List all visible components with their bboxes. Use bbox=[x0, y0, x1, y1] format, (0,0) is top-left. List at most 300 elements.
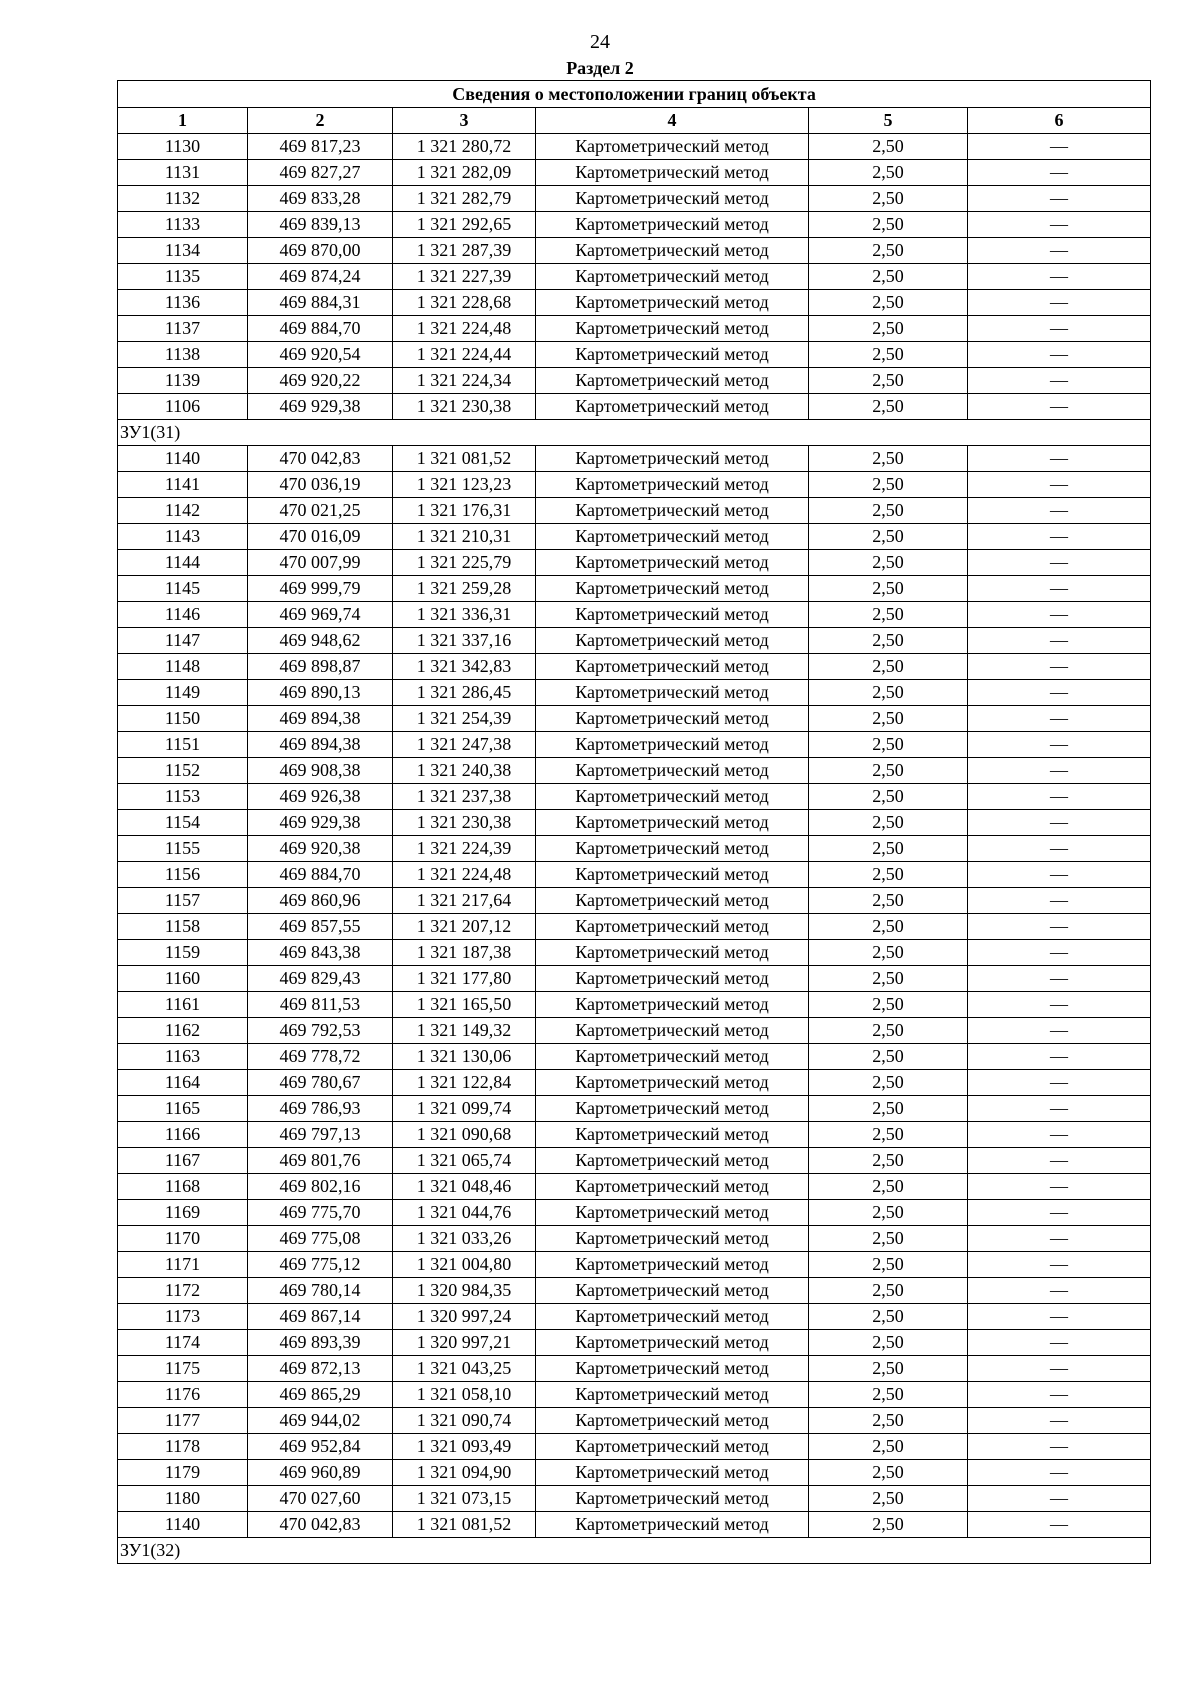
table-cell: Картометрический метод bbox=[536, 1018, 809, 1044]
table-cell: — bbox=[968, 836, 1151, 862]
table-cell: — bbox=[968, 914, 1151, 940]
table-cell: 2,50 bbox=[809, 784, 968, 810]
table-cell: 2,50 bbox=[809, 966, 968, 992]
table-cell: 469 926,38 bbox=[248, 784, 393, 810]
table-cell: 469 960,89 bbox=[248, 1460, 393, 1486]
table-cell: 1 321 225,79 bbox=[393, 550, 536, 576]
table-cell: 1 321 282,09 bbox=[393, 160, 536, 186]
table-cell: Картометрический метод bbox=[536, 628, 809, 654]
table-cell: 469 867,14 bbox=[248, 1304, 393, 1330]
table-cell: 2,50 bbox=[809, 680, 968, 706]
table-cell: Картометрический метод bbox=[536, 1252, 809, 1278]
table-cell: 1130 bbox=[118, 134, 248, 160]
section-title: Раздел 2 bbox=[566, 58, 634, 78]
table-cell: 2,50 bbox=[809, 628, 968, 654]
table-cell: 2,50 bbox=[809, 1096, 968, 1122]
table-cell: Картометрический метод bbox=[536, 1044, 809, 1070]
table-cell: 1 321 149,32 bbox=[393, 1018, 536, 1044]
table-cell: 1 321 081,52 bbox=[393, 1512, 536, 1538]
table-row bbox=[118, 576, 1151, 602]
table-cell: 1153 bbox=[118, 784, 248, 810]
table-row bbox=[118, 316, 1151, 342]
table-cell: 2,50 bbox=[809, 1226, 968, 1252]
table-cell: 1 321 282,79 bbox=[393, 186, 536, 212]
table-row bbox=[118, 394, 1151, 420]
table-cell: 1172 bbox=[118, 1278, 248, 1304]
table-cell: 1 321 228,68 bbox=[393, 290, 536, 316]
table-cell: 1148 bbox=[118, 654, 248, 680]
table-cell: 1 321 033,26 bbox=[393, 1226, 536, 1252]
table-cell: 1 321 240,38 bbox=[393, 758, 536, 784]
table-cell: 469 894,38 bbox=[248, 732, 393, 758]
table-row bbox=[118, 966, 1151, 992]
table-row bbox=[118, 134, 1151, 160]
table-cell: 1161 bbox=[118, 992, 248, 1018]
boundary-table bbox=[117, 80, 1151, 1564]
table-cell: 1166 bbox=[118, 1122, 248, 1148]
table-row bbox=[118, 1018, 1151, 1044]
table-cell: — bbox=[968, 394, 1151, 420]
table-cell: Картометрический метод bbox=[536, 1096, 809, 1122]
table-cell: — bbox=[968, 1460, 1151, 1486]
table-cell: 1 321 224,34 bbox=[393, 368, 536, 394]
table-cell: Картометрический метод bbox=[536, 836, 809, 862]
table-cell: 469 797,13 bbox=[248, 1122, 393, 1148]
column-header-row bbox=[118, 108, 1151, 134]
table-cell: 1140 bbox=[118, 1512, 248, 1538]
table-cell: — bbox=[968, 446, 1151, 472]
table-row bbox=[118, 1148, 1151, 1174]
table-cell: — bbox=[968, 732, 1151, 758]
table-cell: 1 321 122,84 bbox=[393, 1070, 536, 1096]
table-cell: 469 811,53 bbox=[248, 992, 393, 1018]
table-cell: Картометрический метод bbox=[536, 1070, 809, 1096]
table-cell: 469 870,00 bbox=[248, 238, 393, 264]
table-cell: 1 321 217,64 bbox=[393, 888, 536, 914]
table-cell: 1170 bbox=[118, 1226, 248, 1252]
table-cell: Картометрический метод bbox=[536, 758, 809, 784]
table-row bbox=[118, 1226, 1151, 1252]
table-row bbox=[118, 680, 1151, 706]
table-cell: 1 321 090,68 bbox=[393, 1122, 536, 1148]
table-cell: 469 829,43 bbox=[248, 966, 393, 992]
table-cell: 469 920,38 bbox=[248, 836, 393, 862]
table-cell: 1152 bbox=[118, 758, 248, 784]
table-cell: 1 321 230,38 bbox=[393, 810, 536, 836]
table-row bbox=[118, 1096, 1151, 1122]
table-cell: 469 929,38 bbox=[248, 810, 393, 836]
table-cell: 469 890,13 bbox=[248, 680, 393, 706]
table-cell: 1 321 073,15 bbox=[393, 1486, 536, 1512]
column-header: 6 bbox=[968, 108, 1151, 134]
table-cell: 1 321 176,31 bbox=[393, 498, 536, 524]
table-cell: Картометрический метод bbox=[536, 1330, 809, 1356]
table-cell: Картометрический метод bbox=[536, 1278, 809, 1304]
table-row bbox=[118, 784, 1151, 810]
table-cell: 1 321 004,80 bbox=[393, 1252, 536, 1278]
table-cell: — bbox=[968, 1122, 1151, 1148]
table-cell: 2,50 bbox=[809, 1460, 968, 1486]
table-row bbox=[118, 1122, 1151, 1148]
table-row bbox=[118, 706, 1151, 732]
table-cell: Картометрический метод bbox=[536, 550, 809, 576]
table-cell: — bbox=[968, 966, 1151, 992]
table-cell: Картометрический метод bbox=[536, 706, 809, 732]
table-cell: 1 321 043,25 bbox=[393, 1356, 536, 1382]
table-cell: 1 321 254,39 bbox=[393, 706, 536, 732]
table-row bbox=[118, 1174, 1151, 1200]
table-cell: 2,50 bbox=[809, 836, 968, 862]
table-row bbox=[118, 810, 1151, 836]
table-cell: 1 321 048,46 bbox=[393, 1174, 536, 1200]
table-cell: 469 948,62 bbox=[248, 628, 393, 654]
table-cell: 469 893,39 bbox=[248, 1330, 393, 1356]
column-header: 1 bbox=[118, 108, 248, 134]
table-cell: — bbox=[968, 368, 1151, 394]
table-cell: — bbox=[968, 888, 1151, 914]
table-cell: — bbox=[968, 1070, 1151, 1096]
table-cell: 1 321 287,39 bbox=[393, 238, 536, 264]
table-cell: 1180 bbox=[118, 1486, 248, 1512]
table-row bbox=[118, 368, 1151, 394]
table-row bbox=[118, 1460, 1151, 1486]
table-cell: Картометрический метод bbox=[536, 134, 809, 160]
table-cell: 469 775,12 bbox=[248, 1252, 393, 1278]
table-cell: 1 321 058,10 bbox=[393, 1382, 536, 1408]
table-cell: 2,50 bbox=[809, 1330, 968, 1356]
table-cell: 469 872,13 bbox=[248, 1356, 393, 1382]
table-cell: 1 320 984,35 bbox=[393, 1278, 536, 1304]
table-cell: 1142 bbox=[118, 498, 248, 524]
table-row bbox=[118, 732, 1151, 758]
table-cell: — bbox=[968, 1434, 1151, 1460]
table-cell: 2,50 bbox=[809, 316, 968, 342]
table-cell: 2,50 bbox=[809, 1408, 968, 1434]
table-cell: 2,50 bbox=[809, 758, 968, 784]
table-cell: — bbox=[968, 576, 1151, 602]
table-cell: 1143 bbox=[118, 524, 248, 550]
table-cell: 469 786,93 bbox=[248, 1096, 393, 1122]
table-cell: Картометрический метод bbox=[536, 1486, 809, 1512]
table-cell: — bbox=[968, 628, 1151, 654]
table-row bbox=[118, 1044, 1151, 1070]
table-cell: Картометрический метод bbox=[536, 888, 809, 914]
table-cell: 1169 bbox=[118, 1200, 248, 1226]
table-cell: 1 321 081,52 bbox=[393, 446, 536, 472]
table-cell: — bbox=[968, 992, 1151, 1018]
table-cell: — bbox=[968, 1252, 1151, 1278]
table-cell: 2,50 bbox=[809, 1356, 968, 1382]
table-cell: Картометрический метод bbox=[536, 1148, 809, 1174]
table-cell: Картометрический метод bbox=[536, 1304, 809, 1330]
table-cell: 1163 bbox=[118, 1044, 248, 1070]
table-cell: 1106 bbox=[118, 394, 248, 420]
table-cell: 1162 bbox=[118, 1018, 248, 1044]
table-cell: 1 321 286,45 bbox=[393, 680, 536, 706]
table-cell: Картометрический метод bbox=[536, 1356, 809, 1382]
table-cell: 2,50 bbox=[809, 1122, 968, 1148]
table-cell: Картометрический метод bbox=[536, 1174, 809, 1200]
table-cell: Картометрический метод bbox=[536, 472, 809, 498]
table-cell: 1147 bbox=[118, 628, 248, 654]
table-cell: 2,50 bbox=[809, 1512, 968, 1538]
table-cell: 1 321 187,38 bbox=[393, 940, 536, 966]
table-cell: 1150 bbox=[118, 706, 248, 732]
table-cell: Картометрический метод bbox=[536, 316, 809, 342]
table-cell: 1164 bbox=[118, 1070, 248, 1096]
table-cell: 469 833,28 bbox=[248, 186, 393, 212]
table-cell: Картометрический метод bbox=[536, 264, 809, 290]
table-cell: Картометрический метод bbox=[536, 914, 809, 940]
table-cell: 2,50 bbox=[809, 1486, 968, 1512]
table-cell: — bbox=[968, 940, 1151, 966]
table-cell: Картометрический метод bbox=[536, 1460, 809, 1486]
table-cell: — bbox=[968, 186, 1151, 212]
table-cell: 2,50 bbox=[809, 1382, 968, 1408]
table-cell: 1 321 336,31 bbox=[393, 602, 536, 628]
table-cell: 469 839,13 bbox=[248, 212, 393, 238]
table-cell: 1 321 093,49 bbox=[393, 1434, 536, 1460]
table-cell: — bbox=[968, 1304, 1151, 1330]
table-cell: 469 894,38 bbox=[248, 706, 393, 732]
table-cell: 1 321 177,80 bbox=[393, 966, 536, 992]
table-cell: — bbox=[968, 550, 1151, 576]
table-cell: 2,50 bbox=[809, 472, 968, 498]
table-cell: 2,50 bbox=[809, 1252, 968, 1278]
table-cell: — bbox=[968, 160, 1151, 186]
table-row bbox=[118, 160, 1151, 186]
table-cell: 2,50 bbox=[809, 576, 968, 602]
table-cell: 469 778,72 bbox=[248, 1044, 393, 1070]
table-cell: 1174 bbox=[118, 1330, 248, 1356]
table-cell: 2,50 bbox=[809, 1018, 968, 1044]
table-cell: 470 021,25 bbox=[248, 498, 393, 524]
table-row bbox=[118, 992, 1151, 1018]
table-cell: 1155 bbox=[118, 836, 248, 862]
table-row bbox=[118, 1356, 1151, 1382]
table-cell: 1 321 227,39 bbox=[393, 264, 536, 290]
table-row bbox=[118, 550, 1151, 576]
table-cell: 1 321 224,44 bbox=[393, 342, 536, 368]
table-cell: 1167 bbox=[118, 1148, 248, 1174]
table-row bbox=[118, 1486, 1151, 1512]
table-cell: 1136 bbox=[118, 290, 248, 316]
table-row bbox=[118, 524, 1151, 550]
table-cell: 1 321 094,90 bbox=[393, 1460, 536, 1486]
table-cell: Картометрический метод bbox=[536, 368, 809, 394]
table-cell: 2,50 bbox=[809, 550, 968, 576]
table-cell: 2,50 bbox=[809, 1434, 968, 1460]
table-cell: 2,50 bbox=[809, 992, 968, 1018]
table-cell: 469 884,70 bbox=[248, 862, 393, 888]
table-cell: 2,50 bbox=[809, 706, 968, 732]
table-row bbox=[118, 940, 1151, 966]
table-cell: 469 865,29 bbox=[248, 1382, 393, 1408]
table-cell: 1173 bbox=[118, 1304, 248, 1330]
table-cell: 1 321 207,12 bbox=[393, 914, 536, 940]
table-row bbox=[118, 654, 1151, 680]
table-cell: 1 321 337,16 bbox=[393, 628, 536, 654]
table-cell: 2,50 bbox=[809, 862, 968, 888]
table-cell: — bbox=[968, 1486, 1151, 1512]
table-cell: 2,50 bbox=[809, 732, 968, 758]
table-cell: 469 843,38 bbox=[248, 940, 393, 966]
group-label: ЗУ1(32) bbox=[118, 1538, 1151, 1564]
table-cell: 470 007,99 bbox=[248, 550, 393, 576]
table-row bbox=[118, 1070, 1151, 1096]
table-cell: 2,50 bbox=[809, 446, 968, 472]
group-row bbox=[118, 420, 1151, 446]
table-row bbox=[118, 342, 1151, 368]
table-cell: 2,50 bbox=[809, 160, 968, 186]
table-cell: 2,50 bbox=[809, 134, 968, 160]
table-cell: 1141 bbox=[118, 472, 248, 498]
table-cell: 1135 bbox=[118, 264, 248, 290]
table-cell: Картометрический метод bbox=[536, 1382, 809, 1408]
table-cell: 1158 bbox=[118, 914, 248, 940]
table-cell: — bbox=[968, 1200, 1151, 1226]
table-cell: — bbox=[968, 706, 1151, 732]
table-cell: Картометрический метод bbox=[536, 810, 809, 836]
table-cell: 469 792,53 bbox=[248, 1018, 393, 1044]
table-cell: 1 321 065,74 bbox=[393, 1148, 536, 1174]
table-cell: 1139 bbox=[118, 368, 248, 394]
table-cell: 1140 bbox=[118, 446, 248, 472]
table-cell: 2,50 bbox=[809, 524, 968, 550]
table-cell: — bbox=[968, 758, 1151, 784]
table-cell: 1 321 130,06 bbox=[393, 1044, 536, 1070]
table-cell: 1151 bbox=[118, 732, 248, 758]
table-cell: 2,50 bbox=[809, 1304, 968, 1330]
table-row bbox=[118, 498, 1151, 524]
table-row bbox=[118, 1278, 1151, 1304]
table-cell: 1 321 224,48 bbox=[393, 862, 536, 888]
table-row bbox=[118, 1200, 1151, 1226]
table-cell: 2,50 bbox=[809, 654, 968, 680]
table-cell: — bbox=[968, 290, 1151, 316]
table-cell: 469 999,79 bbox=[248, 576, 393, 602]
table-cell: 1168 bbox=[118, 1174, 248, 1200]
table-cell: Картометрический метод bbox=[536, 654, 809, 680]
group-label: ЗУ1(31) bbox=[118, 420, 1151, 446]
table-cell: 469 944,02 bbox=[248, 1408, 393, 1434]
table-row bbox=[118, 914, 1151, 940]
table-cell: 2,50 bbox=[809, 1148, 968, 1174]
table-cell: Картометрический метод bbox=[536, 602, 809, 628]
table-cell: 470 042,83 bbox=[248, 446, 393, 472]
table-cell: 1 320 997,24 bbox=[393, 1304, 536, 1330]
table-cell: 469 775,08 bbox=[248, 1226, 393, 1252]
table-cell: 470 016,09 bbox=[248, 524, 393, 550]
table-cell: 470 042,83 bbox=[248, 1512, 393, 1538]
table-cell: 2,50 bbox=[809, 602, 968, 628]
table-cell: Картометрический метод bbox=[536, 732, 809, 758]
table-cell: — bbox=[968, 472, 1151, 498]
page-number: 24 bbox=[590, 31, 610, 53]
table-cell: Картометрический метод bbox=[536, 1226, 809, 1252]
table-cell: 2,50 bbox=[809, 1278, 968, 1304]
table-cell: 1146 bbox=[118, 602, 248, 628]
table-cell: 2,50 bbox=[809, 394, 968, 420]
table-cell: 1138 bbox=[118, 342, 248, 368]
table-cell: — bbox=[968, 342, 1151, 368]
table-row bbox=[118, 264, 1151, 290]
table-cell: 1171 bbox=[118, 1252, 248, 1278]
table-cell: 469 952,84 bbox=[248, 1434, 393, 1460]
table-cell: 469 908,38 bbox=[248, 758, 393, 784]
table-cell: 1 321 090,74 bbox=[393, 1408, 536, 1434]
table-cell: — bbox=[968, 1278, 1151, 1304]
table-cell: Картометрический метод bbox=[536, 680, 809, 706]
table-cell: Картометрический метод bbox=[536, 1408, 809, 1434]
table-cell: — bbox=[968, 134, 1151, 160]
table-cell: Картометрический метод bbox=[536, 342, 809, 368]
group-row bbox=[118, 1538, 1151, 1564]
table-row bbox=[118, 602, 1151, 628]
table-cell: 470 027,60 bbox=[248, 1486, 393, 1512]
table-cell: 1 321 123,23 bbox=[393, 472, 536, 498]
table-cell: Картометрический метод bbox=[536, 576, 809, 602]
table-cell: 2,50 bbox=[809, 264, 968, 290]
table-cell: — bbox=[968, 1226, 1151, 1252]
table-cell: 469 801,76 bbox=[248, 1148, 393, 1174]
table-cell: — bbox=[968, 1174, 1151, 1200]
table-cell: Картометрический метод bbox=[536, 992, 809, 1018]
table-cell: Картометрический метод bbox=[536, 498, 809, 524]
table-cell: — bbox=[968, 316, 1151, 342]
table-row bbox=[118, 238, 1151, 264]
column-header: 4 bbox=[536, 108, 809, 134]
table-cell: Картометрический метод bbox=[536, 1122, 809, 1148]
table-row bbox=[118, 186, 1151, 212]
table-cell: — bbox=[968, 1356, 1151, 1382]
table-cell: 1 321 099,74 bbox=[393, 1096, 536, 1122]
table-row bbox=[118, 862, 1151, 888]
table-cell: 1137 bbox=[118, 316, 248, 342]
table-cell: 1145 bbox=[118, 576, 248, 602]
table-cell: 469 780,14 bbox=[248, 1278, 393, 1304]
table-cell: 1 321 237,38 bbox=[393, 784, 536, 810]
table-cell: 469 860,96 bbox=[248, 888, 393, 914]
table-cell: — bbox=[968, 498, 1151, 524]
table-cell: — bbox=[968, 238, 1151, 264]
table-cell: 1177 bbox=[118, 1408, 248, 1434]
table-cell: 469 817,23 bbox=[248, 134, 393, 160]
table-cell: — bbox=[968, 680, 1151, 706]
table-cell: 1159 bbox=[118, 940, 248, 966]
column-header: 2 bbox=[248, 108, 393, 134]
table-cell: 1175 bbox=[118, 1356, 248, 1382]
table-cell: 1 321 224,48 bbox=[393, 316, 536, 342]
table-row bbox=[118, 446, 1151, 472]
table-cell: — bbox=[968, 264, 1151, 290]
table-cell: 1 321 224,39 bbox=[393, 836, 536, 862]
table-cell: 2,50 bbox=[809, 368, 968, 394]
table-cell: 2,50 bbox=[809, 888, 968, 914]
table-cell: 1 321 230,38 bbox=[393, 394, 536, 420]
table-cell: 1165 bbox=[118, 1096, 248, 1122]
table-cell: — bbox=[968, 1018, 1151, 1044]
table-row bbox=[118, 212, 1151, 238]
table-cell: 2,50 bbox=[809, 1200, 968, 1226]
table-cell: 1 320 997,21 bbox=[393, 1330, 536, 1356]
table-cell: Картометрический метод bbox=[536, 1200, 809, 1226]
table-cell: Картометрический метод bbox=[536, 784, 809, 810]
table-cell: 470 036,19 bbox=[248, 472, 393, 498]
table-cell: 469 857,55 bbox=[248, 914, 393, 940]
table-cell: 2,50 bbox=[809, 212, 968, 238]
table-caption-row bbox=[118, 81, 1151, 108]
